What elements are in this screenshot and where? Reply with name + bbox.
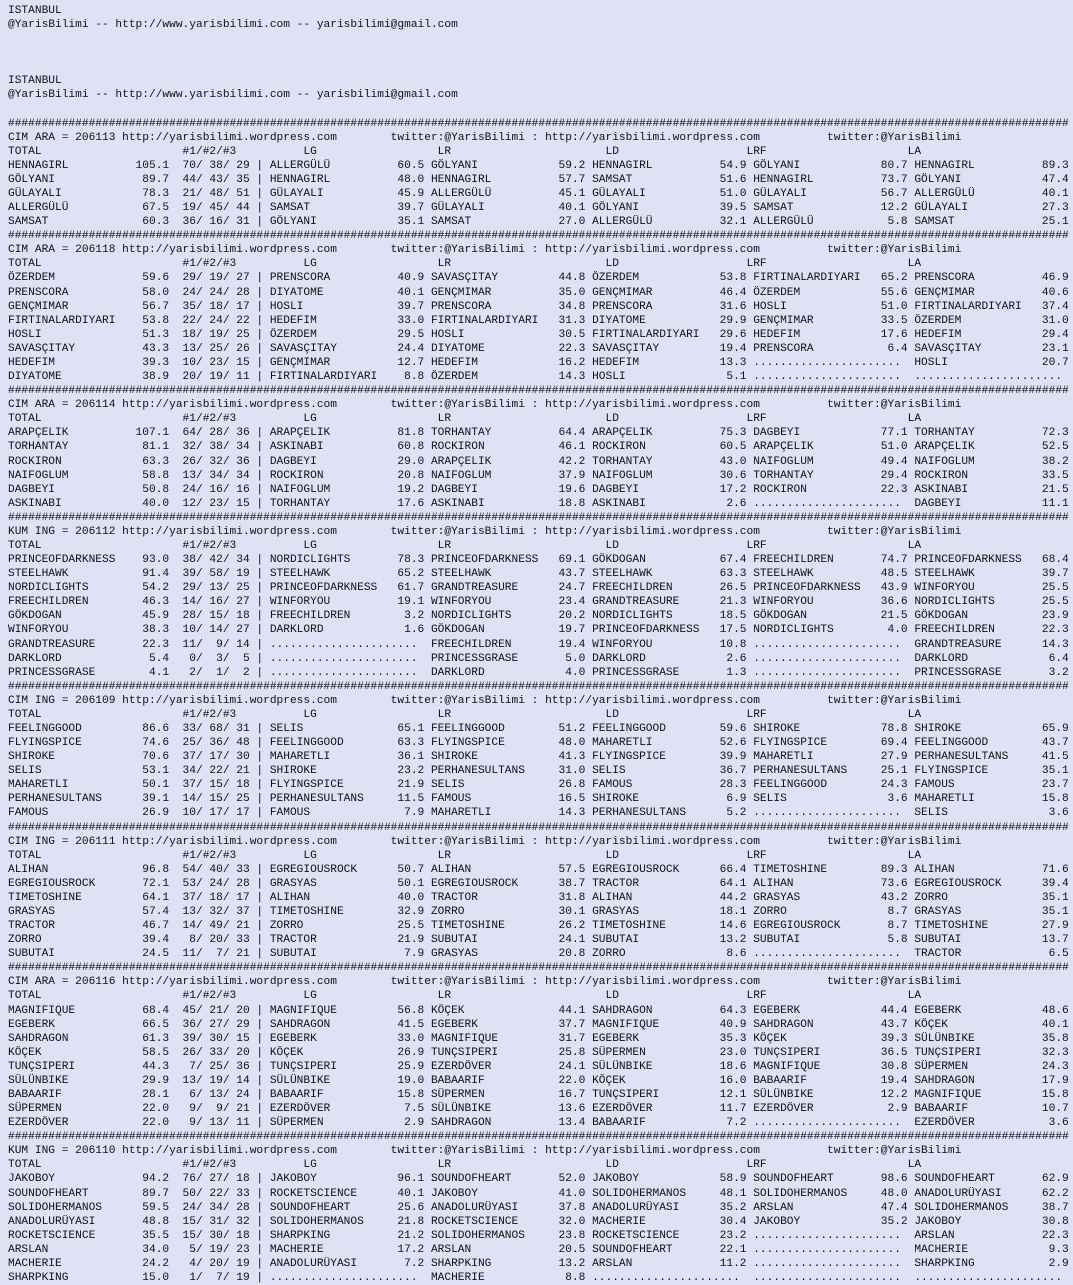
data-row: PERHANESULTANS 39.1 14/ 15/ 25 | PERHANESULTANS 11.5 FAMOUS 16.5 SHIROKE 6.9 SELIS 3.6 MAHARETLI 15.8 xyxy=(8,793,1069,806)
section-header: CIM ARA = 206116 http://yarisbilimi.wordpress.com twitter:@YarisBilimi : http://yarisbilimi.wordpress.com twitter:@YarisBilimi xyxy=(8,976,962,989)
section-header: CIM ING = 206109 http://yarisbilimi.wordpress.com twitter:@YarisBilimi : http://yarisbilimi.wordpress.com twitter:@YarisBilimi xyxy=(8,694,962,707)
column-header-row: TOTAL #1/#2/#3 LG LR LD LRF LA xyxy=(8,145,922,158)
data-row: SAVASÇITAY 43.3 13/ 25/ 26 | SAVASÇITAY 24.4 DIYATOME 22.3 SAVASÇITAY 19.4 PRENSCORA 6.4 SAVASÇITAY 23.1 xyxy=(8,342,1069,355)
section-separator: ############################################################################################################################################################## xyxy=(8,821,1069,834)
data-row: DARKLORD 5.4 0/ 3/ 5 | ...................... PRINCESSGRASE 5.0 DARKLORD 2.6 ...................... DARKLORD 6.4 xyxy=(8,652,1069,665)
data-row: SOLIDOHERMANOS 59.5 24/ 34/ 28 | SOUNDOFHEART 25.6 ANADOLURÜYASI 37.8 ANADOLURÜYASI 35.2 ARSLAN 47.4 SOLIDOHERMANOS 38.7 xyxy=(8,1201,1069,1214)
data-row: ROCKETSCIENCE 35.5 15/ 30/ 18 | SHARPKING 21.2 SOLIDOHERMANOS 23.8 ROCKETSCIENCE 23.2 ...................... ARSLAN 22.3 xyxy=(8,1229,1069,1242)
column-header-row: TOTAL #1/#2/#3 LG LR LD LRF LA xyxy=(8,1159,922,1172)
blank-line xyxy=(8,103,1073,117)
data-row: MAHARETLI 50.1 37/ 15/ 18 | FLYINGSPICE 21.9 SELIS 26.8 FAMOUS 28.3 FEELINGGOOD 24.3 FAMOUS 23.7 xyxy=(8,779,1069,792)
data-row: ZORRO 39.4 8/ 20/ 33 | TRACTOR 21.9 SUBUTAI 24.1 SUBUTAI 13.2 SUBUTAI 5.8 SUBUTAI 13.7 xyxy=(8,934,1069,947)
report-title-line: ISTANBUL xyxy=(8,75,62,88)
data-row: FREECHILDREN 46.3 14/ 16/ 27 | WINFORYOU 19.1 WINFORYOU 23.4 GRANDTREASURE 21.3 WINFORYOU 36.6 NORDICLIGHTS 25.5 xyxy=(8,596,1069,609)
section-header: KUM ING = 206110 http://yarisbilimi.wordpress.com twitter:@YarisBilimi : http://yarisbilimi.wordpress.com twitter:@YarisBilimi xyxy=(8,1145,962,1158)
column-header-row: TOTAL #1/#2/#3 LG LR LD LRF LA xyxy=(8,708,922,721)
data-row: FEELINGGOOD 86.6 33/ 68/ 31 | SELIS 65.1 FEELINGGOOD 51.2 FEELINGGOOD 59.6 SHIROKE 78.8 SHIROKE 65.9 xyxy=(8,722,1069,735)
section-separator: ############################################################################################################################################################## xyxy=(8,1131,1069,1144)
data-row: DAGBEYI 50.8 24/ 16/ 16 | NAIFOGLUM 19.2 DAGBEYI 19.6 DAGBEYI 17.2 ROCKIRON 22.3 ASKINABI 21.5 xyxy=(8,483,1069,496)
data-row: NORDICLIGHTS 54.2 29/ 13/ 25 | PRINCEOFDARKNESS 61.7 GRANDTREASURE 24.7 FREECHILDREN 26.5 PRINCEOFDARKNESS 43.9 WINFORYOU 25.5 xyxy=(8,582,1069,595)
report-contact-line: @YarisBilimi -- http://www.yarisbilimi.com -- yarisbilimi@gmail.com xyxy=(8,19,458,32)
data-row: BABAARIF 28.1 6/ 13/ 24 | BABAARIF 15.8 SÜPERMEN 16.7 TUNÇSIPERI 12.1 SÜLÜNBIKE 12.2 MAGNIFIQUE 15.8 xyxy=(8,1089,1069,1102)
data-row: NAIFOGLUM 58.8 13/ 34/ 34 | ROCKIRON 20.8 NAIFOGLUM 37.9 NAIFOGLUM 30.6 TORHANTAY 29.4 ROCKIRON 33.5 xyxy=(8,469,1069,482)
data-row: SÜLÜNBIKE 29.9 13/ 19/ 14 | SÜLÜNBIKE 19.0 BABAARIF 22.0 KÖÇEK 16.0 BABAARIF 19.4 SAHDRAGON 17.9 xyxy=(8,1074,1069,1087)
data-row: FIRTINALARDIYARI 53.8 22/ 24/ 22 | HEDEFIM 33.0 FIRTINALARDIYARI 31.3 DIYATOME 29.9 GENÇMIMAR 33.5 ÖZERDEM 31.0 xyxy=(8,314,1069,327)
data-row: EGEBERK 66.5 36/ 27/ 29 | SAHDRAGON 41.5 EGEBERK 37.7 MAGNIFIQUE 40.9 SAHDRAGON 43.7 KÖÇEK 40.1 xyxy=(8,1018,1069,1031)
data-row: JAKOBOY 94.2 76/ 27/ 18 | JAKOBOY 96.1 SOUNDOFHEART 52.0 JAKOBOY 58.9 SOUNDOFHEART 98.6 SOUNDOFHEART 62.9 xyxy=(8,1173,1069,1186)
section-header: CIM ARA = 206118 http://yarisbilimi.wordpress.com twitter:@YarisBilimi : http://yarisbilimi.wordpress.com twitter:@YarisBilimi xyxy=(8,244,962,257)
data-row: SAMSAT 60.3 36/ 16/ 31 | GÖLYANI 35.1 SAMSAT 27.0 ALLERGÜLÜ 32.1 ALLERGÜLÜ 5.8 SAMSAT 25.1 xyxy=(8,216,1069,229)
data-row: GRASYAS 57.4 13/ 32/ 37 | TIMETOSHINE 32.9 ZORRO 30.1 GRASYAS 18.1 ZORRO 8.7 GRASYAS 35.1 xyxy=(8,906,1069,918)
column-header-row: TOTAL #1/#2/#3 LG LR LD LRF LA xyxy=(8,849,922,862)
data-row: GENÇMIMAR 56.7 35/ 18/ 17 | HOSLI 39.7 PRENSCORA 34.8 PRENSCORA 31.6 HOSLI 51.0 FIRTINALARDIYARI 37.4 xyxy=(8,300,1069,313)
data-row: TIMETOSHINE 64.1 37/ 18/ 17 | ALIHAN 40.0 TRACTOR 31.8 ALIHAN 44.2 GRASYAS 43.2 ZORRO 35.1 xyxy=(8,891,1069,904)
data-row: ARAPÇELIK 107.1 64/ 28/ 36 | ARAPÇELIK 81.8 TORHANTAY 64.4 ARAPÇELIK 75.3 DAGBEYI 77.1 TORHANTAY 72.3 xyxy=(8,427,1069,440)
blank-line xyxy=(8,32,1073,46)
data-row: SELIS 53.1 34/ 22/ 21 | SHIROKE 23.2 PERHANESULTANS 31.0 SELIS 36.7 PERHANESULTANS 25.1 FLYINGSPICE 35.1 xyxy=(8,765,1069,778)
data-row: ASKINABI 40.0 12/ 23/ 15 | TORHANTAY 17.6 ASKINABI 18.8 ASKINABI 2.6 ...................... DAGBEYI 11.1 xyxy=(8,497,1069,510)
data-row: PRINCESSGRASE 4.1 2/ 1/ 2 | ...................... DARKLORD 4.0 PRINCESSGRASE 1.3 ...................... PRINCESSGRASE 3.2 xyxy=(8,666,1069,679)
data-row: SUBUTAI 24.5 11/ 7/ 21 | SUBUTAI 7.9 GRASYAS 20.8 ZORRO 8.6 ...................... TRACTOR 6.5 xyxy=(8,948,1069,961)
data-row: EZERDÖVER 22.0 9/ 13/ 11 | SÜPERMEN 2.9 SAHDRAGON 13.4 BABAARIF 7.2 ...................... EZERDÖVER 3.6 xyxy=(8,1117,1069,1130)
data-row: PRENSCORA 58.0 24/ 24/ 28 | DIYATOME 40.1 GENÇMIMAR 35.0 GENÇMIMAR 46.4 ÖZERDEM 55.6 GENÇMIMAR 40.6 xyxy=(8,286,1069,299)
data-row: ALLERGÜLÜ 67.5 19/ 45/ 44 | SAMSAT 39.7 GÜLAYALI 40.1 GÖLYANI 39.5 SAMSAT 12.2 GÜLAYALI 27.3 xyxy=(8,202,1069,215)
data-row: DIYATOME 38.9 20/ 19/ 11 | FIRTINALARDIYARI 8.8 ÖZERDEM 14.3 HOSLI 5.1 ...................... ...................... xyxy=(8,371,1069,384)
report-contact-line: @YarisBilimi -- http://www.yarisbilimi.com -- yarisbilimi@gmail.com xyxy=(8,89,458,102)
data-row: KÖÇEK 58.5 26/ 33/ 20 | KÖÇEK 26.9 TUNÇSIPERI 25.8 SÜPERMEN 23.0 TUNÇSIPERI 36.5 TUNÇSIPERI 32.3 xyxy=(8,1046,1069,1059)
data-row: GÖKDOGAN 45.9 28/ 15/ 18 | FREECHILDREN 3.2 NORDICLIGHTS 20.2 NORDICLIGHTS 18.5 GÖKDOGAN 21.5 GÖKDOGAN 23.9 xyxy=(8,610,1069,623)
section-separator: ############################################################################################################################################################## xyxy=(8,680,1069,693)
data-row: GÖLYANI 89.7 44/ 43/ 35 | HENNAGIRL 48.0 HENNAGIRL 57.7 SAMSAT 51.6 HENNAGIRL 73.7 GÖLYANI 47.4 xyxy=(8,173,1069,186)
data-row: GÜLAYALI 78.3 21/ 48/ 51 | GÜLAYALI 45.9 ALLERGÜLÜ 45.1 GÜLAYALI 51.0 GÜLAYALI 56.7 ALLERGÜLÜ 40.1 xyxy=(8,188,1069,201)
race-sections xyxy=(8,117,1073,1285)
column-header-row: TOTAL #1/#2/#3 LG LR LD LRF LA xyxy=(8,539,922,552)
data-row: SHARPKING 15.0 1/ 7/ 19 | ...................... MACHERIE 8.8 ...................... ...................... ...................... xyxy=(8,1272,1069,1285)
data-row: MACHERIE 24.2 4/ 20/ 19 | ANADOLURÜYASI 7.2 SHARPKING 13.2 ARSLAN 11.2 ...................... SHARPKING 2.9 xyxy=(8,1257,1069,1270)
data-row: ROCKIRON 63.3 26/ 32/ 36 | DAGBEYI 29.0 ARAPÇELIK 42.2 TORHANTAY 43.0 NAIFOGLUM 49.4 NAIFOGLUM 38.2 xyxy=(8,455,1069,468)
blank-line xyxy=(8,46,1073,60)
section-header: CIM ARA = 206113 http://yarisbilimi.wordpress.com twitter:@YarisBilimi : http://yarisbilimi.wordpress.com twitter:@YarisBilimi xyxy=(8,131,962,144)
section-separator: ############################################################################################################################################################## xyxy=(8,962,1069,975)
report-title-line: ISTANBUL xyxy=(8,5,62,17)
data-row: ANADOLURÜYASI 48.8 15/ 31/ 32 | SOLIDOHERMANOS 21.8 ROCKETSCIENCE 32.0 MACHERIE 30.4 JAKOBOY 35.2 JAKOBOY 30.8 xyxy=(8,1215,1069,1228)
column-header-row: TOTAL #1/#2/#3 LG LR LD LRF LA xyxy=(8,990,922,1003)
data-row: STEELHAWK 91.4 39/ 58/ 19 | STEELHAWK 65.2 STEELHAWK 43.7 STEELHAWK 63.3 STEELHAWK 48.5 STEELHAWK 39.7 xyxy=(8,568,1069,581)
section-header: CIM ARA = 206114 http://yarisbilimi.wordpress.com twitter:@YarisBilimi : http://yarisbilimi.wordpress.com twitter:@YarisBilimi xyxy=(8,399,962,412)
section-header: CIM ING = 206111 http://yarisbilimi.wordpress.com twitter:@YarisBilimi : http://yarisbilimi.wordpress.com twitter:@YarisBilimi xyxy=(8,835,962,848)
data-row: WINFORYOU 38.3 10/ 14/ 27 | DARKLORD 1.6 GÖKDOGAN 19.7 PRINCEOFDARKNESS 17.5 NORDICLIGHTS 4.0 FREECHILDREN 22.3 xyxy=(8,624,1069,637)
data-row: HOSLI 51.3 18/ 19/ 25 | ÖZERDEM 29.5 HOSLI 30.5 FIRTINALARDIYARI 29.6 HEDEFIM 17.6 HEDEFIM 29.4 xyxy=(8,328,1069,341)
data-row: HENNAGIRL 105.1 70/ 38/ 29 | ALLERGÜLÜ 60.5 GÖLYANI 59.2 HENNAGIRL 54.9 GÖLYANI 80.7 HENNAGIRL 89.3 xyxy=(8,159,1069,172)
data-row: ARSLAN 34.0 5/ 19/ 23 | MACHERIE 17.2 ARSLAN 20.5 SOUNDOFHEART 22.1 ...................... MACHERIE 9.3 xyxy=(8,1243,1069,1256)
data-row: SOUNDOFHEART 89.7 50/ 22/ 33 | ROCKETSCIENCE 40.1 JAKOBOY 41.0 SOLIDOHERMANOS 48.1 SOLIDOHERMANOS 48.0 ANADOLURÜYASI 62.2 xyxy=(8,1187,1069,1200)
data-row: EGREGIOUSROCK 72.1 53/ 24/ 28 | GRASYAS 50.1 EGREGIOUSROCK 38.7 TRACTOR 64.1 ALIHAN 73.6 EGREGIOUSROCK 39.4 xyxy=(8,877,1069,890)
section-separator: ############################################################################################################################################################## xyxy=(8,511,1069,524)
section-separator: ############################################################################################################################################################## xyxy=(8,385,1069,398)
section-separator: ############################################################################################################################################################## xyxy=(8,117,1069,130)
blank-line xyxy=(8,60,1073,74)
data-row: MAGNIFIQUE 68.4 45/ 21/ 20 | MAGNIFIQUE 56.8 KÖÇEK 44.1 SAHDRAGON 64.3 EGEBERK 44.4 EGEBERK 48.6 xyxy=(8,1004,1069,1017)
data-row: TUNÇSIPERI 44.3 7/ 25/ 36 | TUNÇSIPERI 25.9 EZERDÖVER 24.1 SÜLÜNBIKE 18.6 MAGNIFIQUE 30.8 SÜPERMEN 24.3 xyxy=(8,1060,1069,1073)
section-separator: ############################################################################################################################################################## xyxy=(8,230,1069,243)
data-row: ALIHAN 96.8 54/ 40/ 33 | EGREGIOUSROCK 50.7 ALIHAN 57.5 EGREGIOUSROCK 66.4 TIMETOSHINE 89.3 ALIHAN 71.6 xyxy=(8,863,1069,876)
data-row: PRINCEOFDARKNESS 93.0 38/ 42/ 34 | NORDICLIGHTS 78.3 PRINCEOFDARKNESS 69.1 GÖKDOGAN 67.4 FREECHILDREN 74.7 PRINCEOFDARKNESS 68.4 xyxy=(8,554,1069,567)
data-row: TRACTOR 46.7 14/ 49/ 21 | ZORRO 25.5 TIMETOSHINE 26.2 TIMETOSHINE 14.6 EGREGIOUSROCK 8.7 TIMETOSHINE 27.9 xyxy=(8,920,1069,933)
section-header: KUM ING = 206112 http://yarisbilimi.wordpress.com twitter:@YarisBilimi : http://yarisbilimi.wordpress.com twitter:@YarisBilimi xyxy=(8,525,962,538)
data-row: GRANDTREASURE 22.3 11/ 9/ 14 | ...................... FREECHILDREN 19.4 WINFORYOU 10.8 ...................... GRANDTREASURE 14.3 xyxy=(8,638,1069,651)
data-row: SAHDRAGON 61.3 39/ 30/ 15 | EGEBERK 33.0 MAGNIFIQUE 31.7 EGEBERK 35.3 KÖÇEK 39.3 SÜLÜNBIKE 35.8 xyxy=(8,1032,1069,1045)
data-row: SÜPERMEN 22.0 9/ 9/ 21 | EZERDÖVER 7.5 SÜLÜNBIKE 13.6 EZERDÖVER 11.7 EZERDÖVER 2.9 BABAARIF 10.7 xyxy=(8,1103,1069,1116)
data-row: SHIROKE 70.6 37/ 17/ 30 | MAHARETLI 36.1 SHIROKE 41.3 FLYINGSPICE 39.9 MAHARETLI 27.9 PERHANESULTANS 41.5 xyxy=(8,751,1069,764)
column-header-row: TOTAL #1/#2/#3 LG LR LD LRF LA xyxy=(8,258,922,271)
data-row: FLYINGSPICE 74.6 25/ 36/ 48 | FEELINGGOOD 63.3 FLYINGSPICE 48.0 MAHARETLI 52.6 FLYINGSPICE 69.4 FEELINGGOOD 43.7 xyxy=(8,737,1069,750)
data-row: ÖZERDEM 59.6 29/ 19/ 27 | PRENSCORA 40.9 SAVASÇITAY 44.8 ÖZERDEM 53.8 FIRTINALARDIYARI 65.2 PRENSCORA 46.9 xyxy=(8,272,1069,285)
data-row: TORHANTAY 81.1 32/ 38/ 34 | ASKINABI 60.8 ROCKIRON 46.1 ROCKIRON 60.5 ARAPÇELIK 51.0 ARAPÇELIK 52.5 xyxy=(8,441,1069,454)
data-row: FAMOUS 26.9 10/ 17/ 17 | FAMOUS 7.9 MAHARETLI 14.3 PERHANESULTANS 5.2 ...................... SELIS 3.6 xyxy=(8,807,1069,820)
data-row: HEDEFIM 39.3 10/ 23/ 15 | GENÇMIMAR 12.7 HEDEFIM 16.2 HEDEFIM 13.3 ...................... HOSLI 20.7 xyxy=(8,356,1069,369)
column-header-row: TOTAL #1/#2/#3 LG LR LD LRF LA xyxy=(8,413,922,426)
